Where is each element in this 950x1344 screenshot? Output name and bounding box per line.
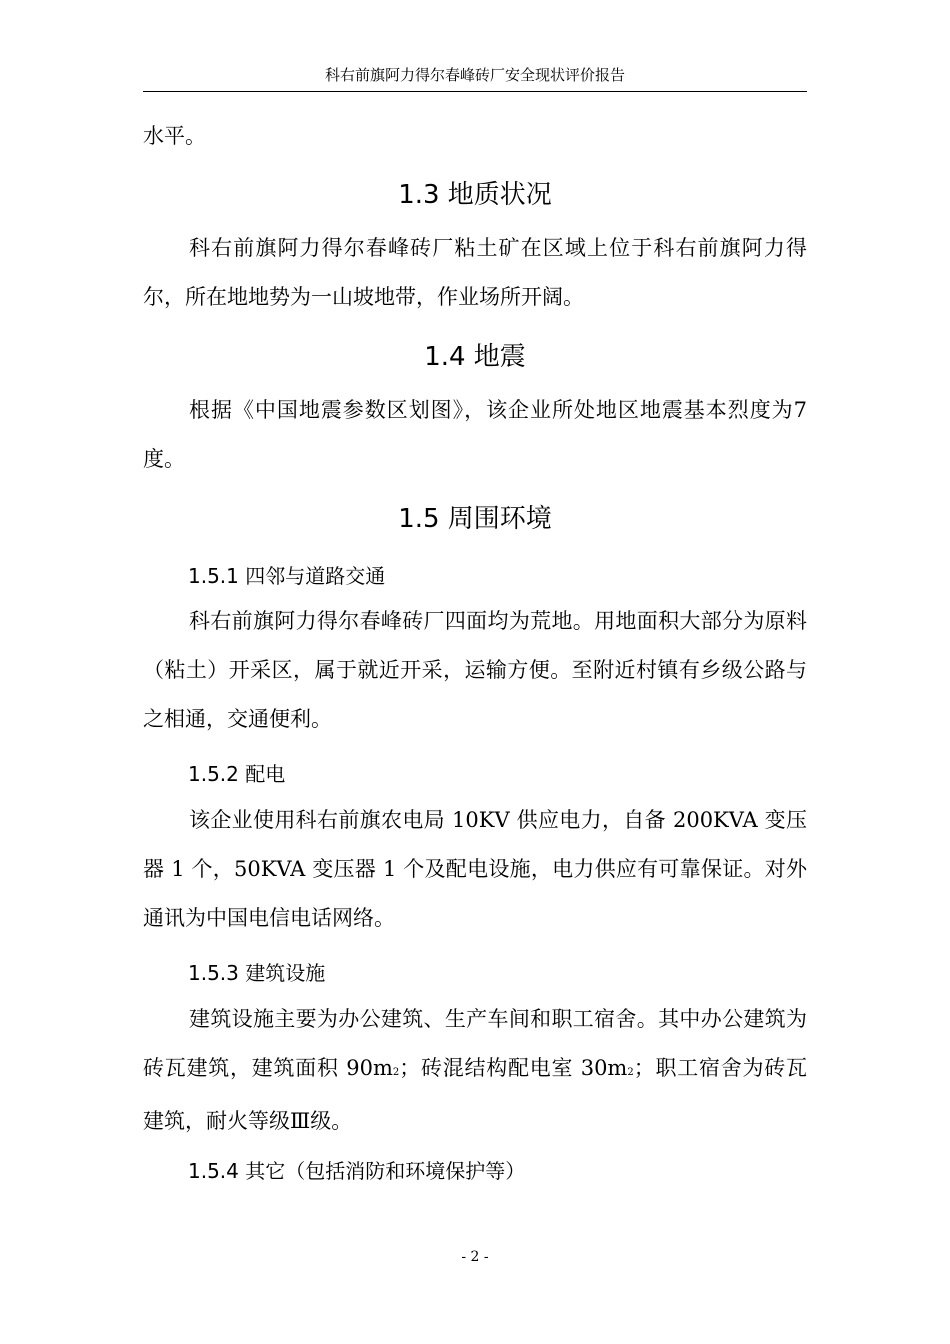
- paragraph-buildings: [143, 995, 807, 1146]
- running-header: 科右前旗阿力得尔春峰砖厂安全现状评价报告: [324, 66, 625, 84]
- buildings-text-c: ；职工宿舍为砖瓦建筑，耐火等级Ⅲ级。: [143, 1056, 808, 1133]
- heading-1-3: 1.3 地质状况: [398, 180, 552, 210]
- paragraph-intro: 水平。: [143, 124, 206, 148]
- subheading-1-5-4: 1.5.4 其它（包括消防和环境保护等）: [188, 1159, 526, 1183]
- heading-1-5: 1.5 周围环境: [398, 504, 552, 534]
- paragraph-earthquake: 根据《中国地震参数区划图》，该企业所处地区地震基本烈度为7度。: [143, 398, 807, 471]
- paragraph-neighbors-traffic: 科右前旗阿力得尔春峰砖厂四面均为荒地。用地面积大部分为原料（粘土）开采区，属于就近开采，运输方便。至附近村镇有乡级公路与之相通，交通便利。: [143, 609, 807, 731]
- buildings-text-b: ；砖混结构配电室 30m: [399, 1056, 628, 1080]
- buildings-text-a: 建筑设施主要为办公建筑、生产车间和职工宿舍。其中办公建筑为砖瓦建筑，建筑面积 90m: [143, 1007, 807, 1080]
- paragraph-power: 该企业使用科右前旗农电局 10KV 供应电力，自备 200KVA 变压器 1 个，50KVA 变压器 1 个及配电设施，电力供应有可靠保证。对外通讯为中国电信电话网络。: [143, 808, 807, 930]
- subheading-1-5-1: 1.5.1 四邻与道路交通: [188, 564, 386, 588]
- paragraph-geology: 科右前旗阿力得尔春峰砖厂粘土矿在区域上位于科右前旗阿力得尔，所在地地势为一山坡地带，作业场所开阔。: [143, 236, 807, 309]
- heading-1-4: 1.4 地震: [424, 342, 526, 372]
- superscript-2: 2: [392, 1067, 400, 1078]
- header-rule: [143, 91, 807, 92]
- page-number: - 2 -: [461, 1249, 489, 1265]
- subheading-1-5-2: 1.5.2 配电: [188, 762, 286, 786]
- subheading-1-5-3: 1.5.3 建筑设施: [188, 961, 326, 985]
- superscript-2: 2: [627, 1067, 634, 1078]
